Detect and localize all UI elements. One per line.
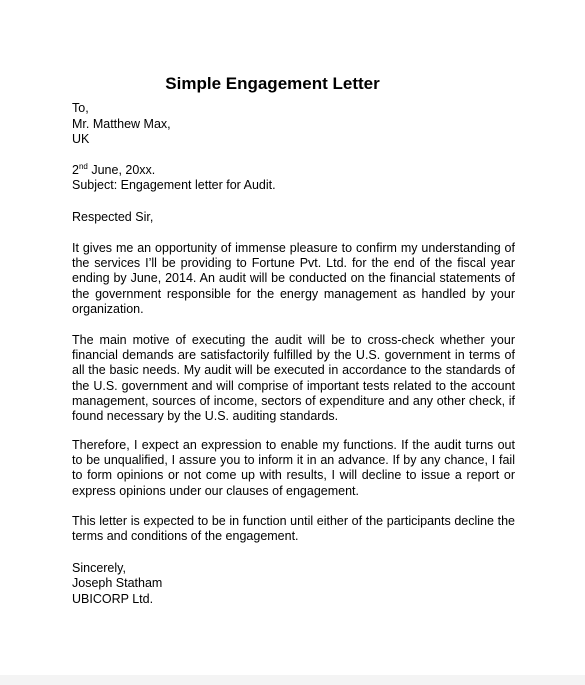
letter-date	[72, 162, 155, 178]
recipient-country: UK	[72, 132, 90, 146]
body-paragraph-3: Therefore, I expect an expression to enable my functions. If the audit turns out to be unqualified, I assure you to inform it in an advance. If by any chance, I fail to form opinions or not come up with results, I will decline to issue a report or express opinions under our clauses of engagement.	[72, 438, 515, 498]
page-bottom-edge	[0, 675, 585, 685]
recipient-name: Mr. Matthew Max,	[72, 117, 171, 131]
closing-company: UBICORP Ltd.	[72, 592, 154, 606]
letter-subject: Subject: Engagement letter for Audit.	[72, 178, 276, 192]
salutation: Respected Sir,	[72, 210, 154, 224]
body-paragraph-1: It gives me an opportunity of immense pleasure to confirm my understanding of the services I’ll be providing to Fortune Pvt. Ltd. for the end of the fiscal year ending by June, 2014. An audit will be conducted on the financial statements of the government responsible for the energy management as handled by your organization.	[72, 241, 515, 316]
recipient-to: To,	[72, 101, 89, 115]
body-paragraph-4: This letter is expected to be in function until either of the participants decline the terms and conditions of the engagement.	[72, 514, 515, 544]
closing-sign-off: Sincerely,	[72, 561, 126, 575]
date-suffix: nd	[78, 162, 88, 171]
closing-name: Joseph Statham	[72, 576, 163, 590]
date-day: 2	[72, 163, 79, 177]
body-paragraph-2: The main motive of executing the audit will be to cross-check whether your financial demands are satisfactorily fulfilled by the U.S. government in terms of all the basic needs. My audit will be executed in accordance to the standards of the U.S. government and will comprise of important tests related to the account management, sources of income, sectors of expenditure and any other check, if found necessary by the U.S. auditing standards.	[72, 333, 515, 424]
date-rest: June, 20xx.	[87, 163, 156, 177]
letter-title: Simple Engagement Letter	[165, 74, 380, 93]
